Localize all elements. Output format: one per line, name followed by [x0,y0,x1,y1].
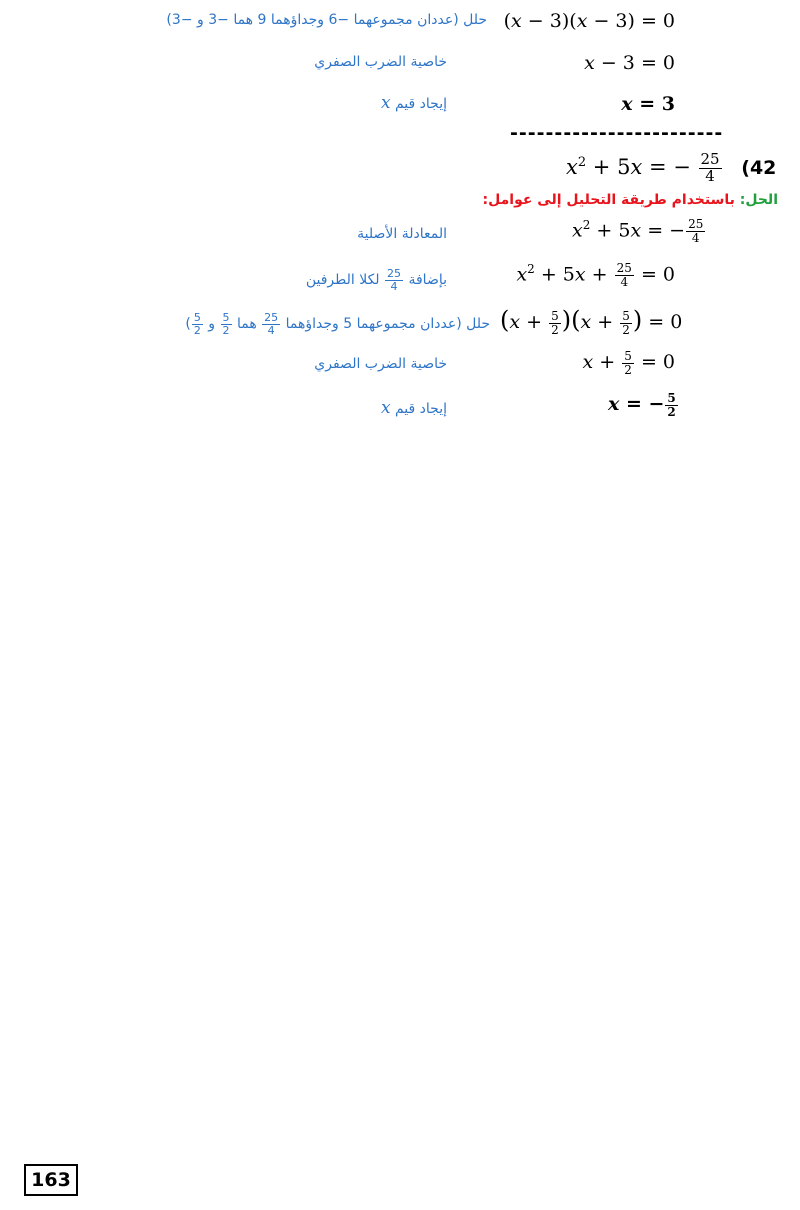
step-row [0,306,800,342]
step-note: بإضافة $\frac{25}{4}$ لكلا الطرفين [305,267,447,293]
equation: x + $\frac{5}{2}$ = 0 [582,349,675,377]
solution-heading: الحل: باستخدام طريقة التحليل إلى عوامل: [482,192,778,208]
problem-number: (42 [741,156,777,179]
step-row [0,262,800,298]
step-note: حلل (عددان مجموعهما 5 وجداؤهما $\frac{25}{4}$ هما $\frac{5}{2}$ و $\frac{5}{2}$ ) [185,311,490,337]
equation: x = − $\frac{5}{2}$ [608,391,676,419]
step-row [0,392,800,428]
step-note: إيجاد قيم x [380,93,447,113]
separator: ------------------------ [510,122,724,144]
step-row [0,218,800,254]
equation: (x + $\frac{5}{2}$ )(x + $\frac{5}{2}$ ) = 0 [500,306,683,337]
equation: x − 3 = 0 [584,52,675,74]
step-row [0,350,800,386]
step-note: خاصية الضرب الصفري [314,356,447,372]
equation: $x^2 + 5x$ + $\frac{25}{4}$ = 0 [516,261,675,289]
equation: $x^2 + 5x$ = − $\frac{25}{4}$ [572,217,704,245]
step-row [0,52,800,88]
equation: x = 3 [621,93,675,115]
problem-statement: $x^2 + 5x$ = − $\frac{25}{4}$ (42 [566,150,777,185]
step-note: خاصية الضرب الصفري [314,54,447,70]
step-row [0,10,800,46]
page-number: 163 [24,1164,78,1196]
step-note: المعادلة الأصلية [357,226,447,242]
step-note: حلل (عددان مجموعهما −6 وجداؤهما 9 هما −3 و −3) [166,12,487,28]
equation: (x − 3)(x − 3) = 0 [503,10,675,32]
step-note: إيجاد قيم x [380,398,447,418]
solution-label: الحل: [739,192,778,208]
